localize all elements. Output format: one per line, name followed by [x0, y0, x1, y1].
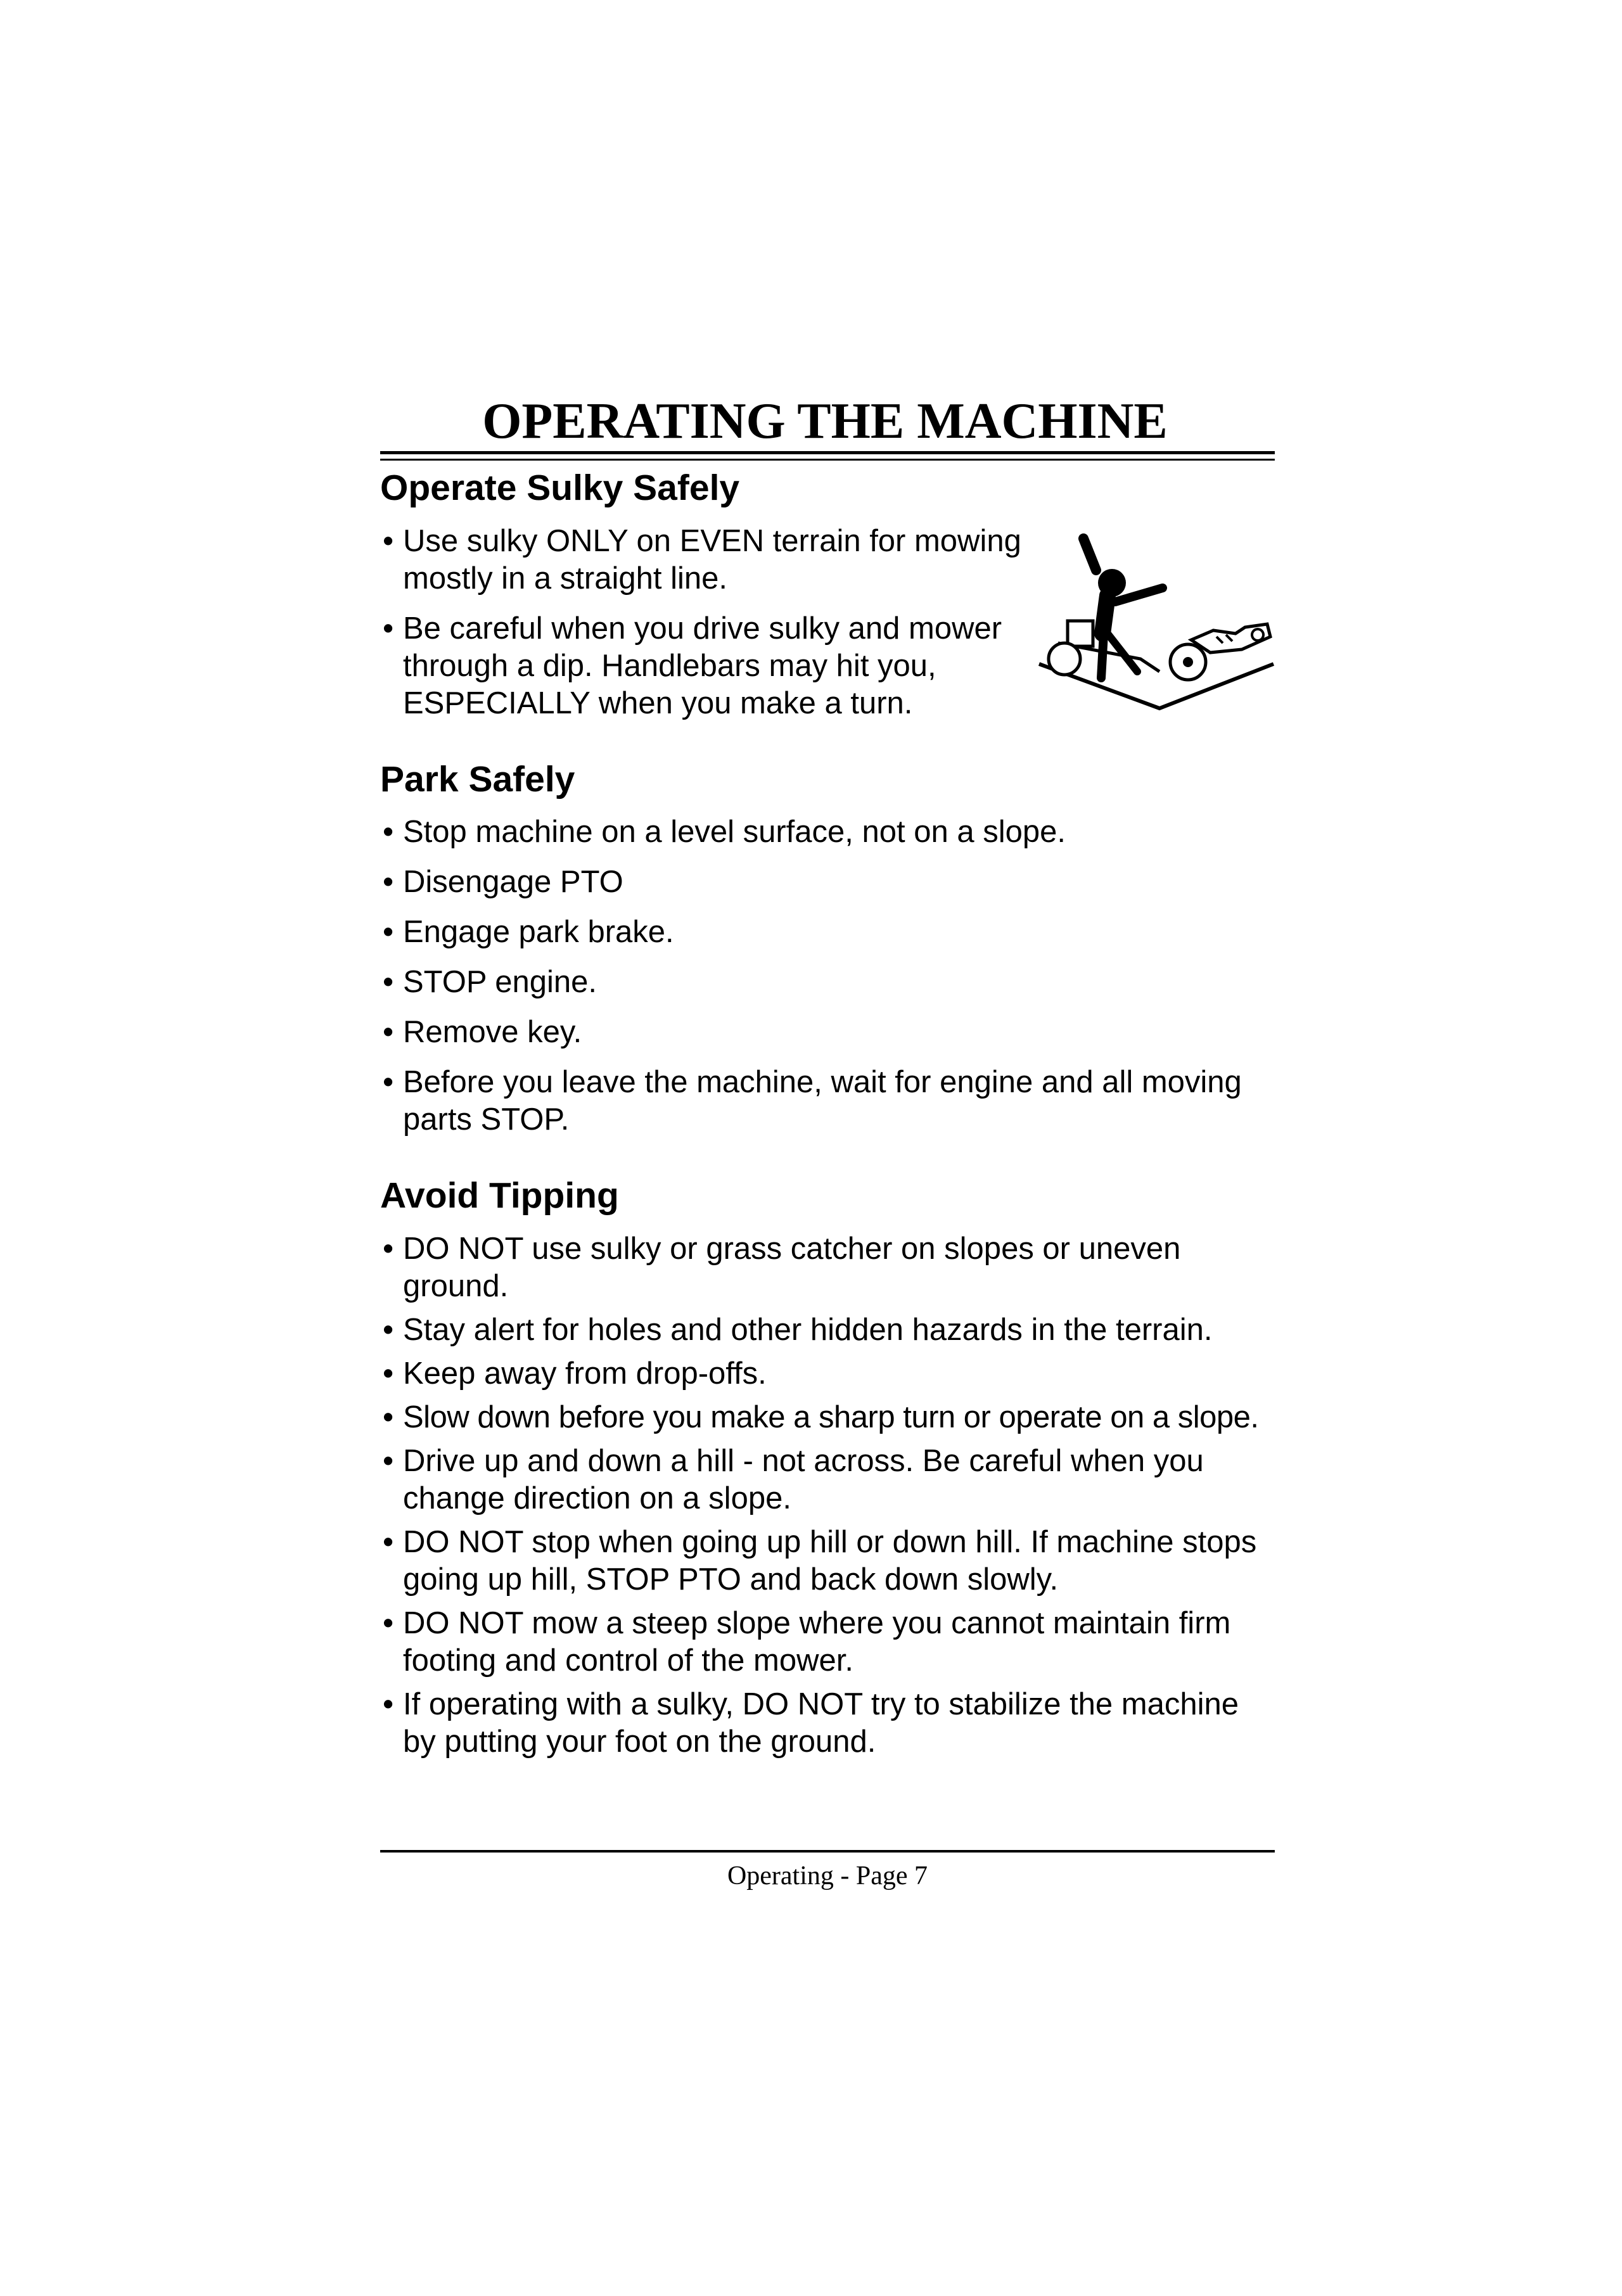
bullet-icon: •	[383, 1687, 394, 1721]
list-item	[380, 964, 1275, 1001]
list-item	[380, 1014, 1275, 1051]
list-item-text: Stop machine on a level surface, not on a slope.	[403, 815, 1066, 849]
bullet-icon: •	[383, 1400, 393, 1434]
bullet-icon: •	[383, 865, 394, 899]
bullet-icon: •	[383, 965, 394, 999]
bullet-icon: •	[383, 915, 394, 949]
list-item-text: Slow down before you make a sharp turn or operate on a slope.	[403, 1400, 1259, 1434]
sulky-hazard-icon	[1033, 526, 1286, 729]
list-item-text: Disengage PTO	[403, 865, 623, 899]
list-item	[380, 523, 1033, 597]
page-footer: Operating - Page 7	[727, 1861, 928, 1891]
park-bullet-list	[380, 813, 1275, 1138]
list-item-text: If operating with a sulky, DO NOT try to stabilize the machine by putting your foot on the ground.	[403, 1687, 1239, 1759]
list-item	[380, 1399, 1280, 1436]
list-item-text: Before you leave the machine, wait for engine and all moving parts STOP.	[403, 1065, 1242, 1137]
list-item-text: Use sulky ONLY on EVEN terrain for mowing mostly in a straight line.	[403, 524, 1021, 596]
list-item	[380, 1605, 1280, 1680]
bullet-icon: •	[383, 1313, 394, 1347]
list-item	[380, 1311, 1280, 1349]
tipping-bullet-list	[380, 1230, 1280, 1761]
list-item	[380, 610, 1033, 722]
list-item	[380, 864, 1275, 901]
bullet-icon: •	[383, 815, 394, 849]
list-item-text: Stay alert for holes and other hidden hazards in the terrain.	[403, 1313, 1213, 1347]
list-item	[380, 1686, 1280, 1761]
list-item-text: STOP engine.	[403, 965, 597, 999]
list-item	[380, 1524, 1280, 1598]
list-item-text: DO NOT stop when going up hill or down hill. If machine stops going up hill, STOP PTO and back down slowly.	[403, 1525, 1257, 1597]
list-item-text: Be careful when you drive sulky and mower through a dip. Handlebars may hit you, ESPECIALLY when you make a turn.	[403, 611, 1002, 720]
title-rule-thick	[380, 451, 1275, 454]
list-item	[380, 1355, 1280, 1393]
footer-rule	[380, 1850, 1275, 1853]
bullet-icon: •	[383, 1065, 394, 1099]
list-item-text: DO NOT mow a steep slope where you cannot maintain firm footing and control of the mower.	[403, 1606, 1231, 1678]
bullet-icon: •	[383, 1525, 394, 1559]
bullet-icon: •	[383, 1232, 394, 1266]
sulky-bullet-list	[380, 523, 1033, 722]
section-heading-sulky: Operate Sulky Safely	[380, 468, 740, 508]
list-item-text: Drive up and down a hill - not across. Be careful when you change direction on a slope.	[403, 1444, 1204, 1515]
list-item	[380, 1064, 1275, 1138]
list-item	[380, 813, 1275, 851]
bullet-icon: •	[383, 524, 394, 558]
list-item-text: Remove key.	[403, 1015, 582, 1049]
page-title: OPERATING THE MACHINE	[482, 393, 1168, 449]
list-item-text: DO NOT use sulky or grass catcher on slopes or uneven ground.	[403, 1232, 1181, 1303]
title-rule-thin	[380, 459, 1275, 461]
list-item-text: Keep away from drop-offs.	[403, 1356, 767, 1391]
section-heading-park: Park Safely	[380, 759, 575, 800]
bullet-icon: •	[383, 1606, 394, 1640]
bullet-icon: •	[383, 1356, 394, 1391]
list-item	[380, 1230, 1280, 1305]
bullet-icon: •	[383, 1444, 394, 1478]
section-heading-tipping: Avoid Tipping	[380, 1175, 619, 1216]
list-item	[380, 914, 1275, 951]
bullet-icon: •	[383, 1015, 394, 1049]
list-item-text: Engage park brake.	[403, 915, 674, 949]
bullet-icon: •	[383, 611, 394, 646]
list-item	[380, 1443, 1280, 1517]
